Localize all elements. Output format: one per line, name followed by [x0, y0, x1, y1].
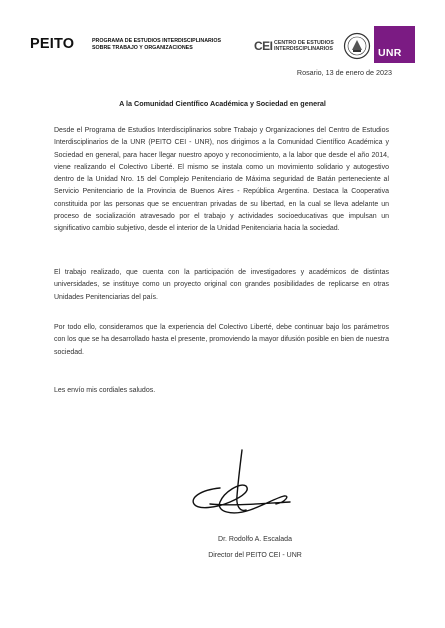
cei-center-name [274, 40, 334, 53]
peito-logo-word: PEITO [30, 36, 75, 52]
handwritten-signature [180, 446, 300, 528]
cei-logo: CEI [254, 39, 273, 53]
letter-closing: Les envío mis cordiales saludos. [54, 387, 156, 394]
letterhead [18, 34, 427, 60]
peito-program-line1: PROGRAMA DE ESTUDIOS INTERDISCIPLINARIOS [92, 38, 221, 44]
letter-salutation: A la Comunidad Científico Académica y Sociedad en general [119, 99, 326, 108]
letter-paragraph: Por todo ello, consideramos que la experiencia del Colectivo Liberté, debe continuar bajo los parámetros con los que se ha desarrollado hasta el presente, promoviendo la mayor difusión posible en bien de nuestra sociedad. [54, 324, 389, 356]
peito-program-name [92, 38, 221, 51]
signer-name: Dr. Rodolfo A. Escalada [218, 536, 292, 543]
signer-title: Director del PEITO CEI - UNR [208, 552, 302, 559]
letter-paragraph: Desde el Programa de Estudios Interdisciplinarios sobre Trabajo y Organizaciones del Centro de Estudios Interdisciplinarios de la UNR (PEITO CEI - UNR), nos dirigimos a la Comunidad Científico Académica y Sociedad en general, para hacer llegar nuestro apoyo y reconocimiento, a la labor que desde el año 2014, viene realizando el Colectivo Liberté. El mismo se instala como un movimiento solidario y autogestivo dentro de la Unidad Nro. 15 del Complejo Penitenciario de Máxima seguridad de Batán perteneciente al Servicio Penitenciario de la Provincia de Buenos Aires - República Argentina. Destaca la Cooperativa constituida por las personas que se encuentran privadas de su libertad, en la cual se lleva adelante un proceso de socialización atravesado por el trabajo y actividades socioeducativas que impulsan un significativo cambio subjetivo, desde el interior de la Unidad Penitenciaria hacia la sociedad. [54, 127, 389, 233]
cei-center-line1: CENTRO DE ESTUDIOS [274, 40, 334, 46]
unr-logo-label: UNR [378, 47, 402, 59]
university-seal-icon [343, 32, 371, 60]
letter-date: Rosario, 13 de enero de 2023 [296, 68, 392, 77]
cei-center-line2: INTERDISCIPLINARIOS [274, 46, 333, 53]
peito-program-line2: SOBRE TRABAJO Y ORGANIZACIONES [92, 44, 193, 51]
letter-paragraph: El trabajo realizado, que cuenta con la participación de investigadores y académicos de distintas universidades, se instituye como un proyecto original con grandes posibilidades de replicarse en otras Unidades Penitenciarias del país. [54, 269, 389, 301]
unr-logo [374, 26, 415, 63]
